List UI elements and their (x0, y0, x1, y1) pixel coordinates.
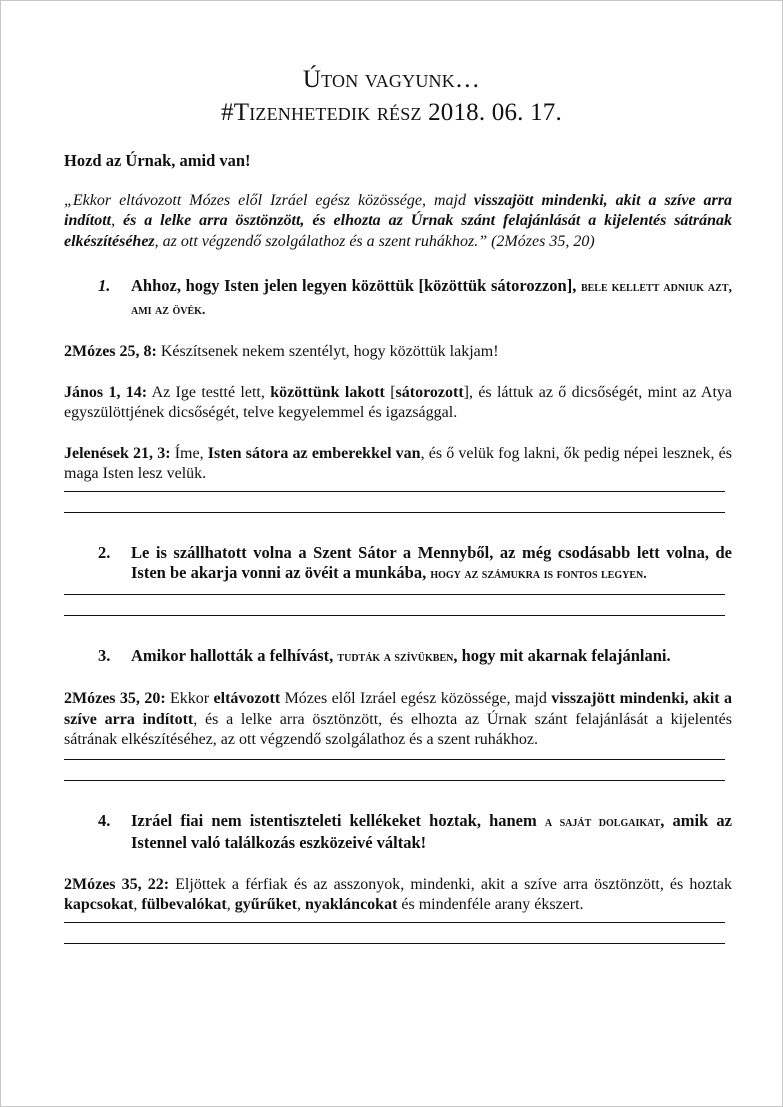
point-smallcaps: hogy az számukra is fontos legyen. (430, 567, 647, 582)
verse-text: , és ő velük fog lakni, ők pedig népei lesznek, és maga Isten lesz velük. (64, 444, 732, 482)
verse-bold: gyűrűket (234, 896, 297, 913)
answer-line (64, 943, 725, 944)
verse-text: [ (384, 383, 396, 401)
verse-2mozes-35-22 (64, 875, 732, 916)
point-number: 1. (98, 276, 111, 295)
verse-janos-1-14 (64, 383, 732, 424)
verse-text: ], és láttuk az ő dicsőségét, mint az Atya egyszülöttjének dicsőségét, telve kegyelemmel és igazsággal. (64, 383, 733, 421)
verse-bold: eltávozott (213, 690, 281, 707)
quote-text: , az ott végzendő szolgálathoz és a szent ruhákhoz.” (2Mózes 35, 20) (154, 232, 595, 250)
answer-line (64, 615, 725, 616)
document-body (64, 151, 732, 974)
point-text: , amik az Istennel való találkozás eszközeivé váltak! (131, 810, 732, 852)
quote-text: , (111, 212, 124, 229)
point-1 (64, 276, 732, 321)
point-3 (64, 646, 732, 669)
point-number: 4. (98, 810, 111, 830)
verse-text: , és a lelke arra ösztönzött, és elhozta az Úrnak szánt felajánlását a kijelentés sátrának elkészítéséhez, az ott végzendő szolgálathoz és a szent ruhákhoz. (64, 710, 732, 748)
verse-2mozes-35-20 (64, 689, 732, 751)
point-number: 3. (98, 645, 111, 665)
answer-lines-1 (64, 491, 732, 513)
verse-reference: 2Mózes 35, 22: (64, 875, 170, 893)
document-title (1, 63, 782, 129)
point-smallcaps: a saját dolgaikat (544, 814, 661, 830)
quote-text: „Ekkor eltávozott Mózes elől Izráel egész közössége, majd (64, 191, 474, 209)
verse-text: Az Ige testté lett, (147, 383, 271, 401)
title-line-2: #Tizenhetedik rész 2018. 06. 17. (221, 99, 562, 126)
verse-reference: Jelenések 21, 3: (64, 444, 171, 462)
verse-2mozes-25-8 (64, 342, 732, 363)
verse-bold: sátorozott (395, 383, 464, 401)
answer-line (64, 922, 725, 923)
verse-bold: fülbevalókat (141, 896, 227, 913)
verse-text: Készítsenek nekem szentélyt, hogy közöttük lakjam! (156, 343, 499, 360)
point-text: Izráel fiai nem istentiszteleti kellékeket hoztak, hanem (131, 810, 545, 830)
quote-bold: és a lelke arra ösztönzött, és elhozta az Úrnak szánt felajánlását a kijelentés sátrának elkészítéséhez (64, 212, 733, 250)
verse-jelenesek-21-3 (64, 444, 732, 485)
verse-text: , (226, 896, 235, 913)
verse-reference: 2Mózes 35, 20: (64, 690, 166, 707)
answer-line (64, 512, 725, 513)
verse-bold: közöttünk lakott (270, 383, 385, 401)
verse-text: , (296, 896, 305, 913)
verse-text: , (133, 896, 142, 913)
answer-line (64, 759, 725, 760)
verse-bold: Isten sátora az emberekkel van (207, 444, 421, 462)
verse-text: Ekkor (165, 690, 214, 707)
verse-reference: János 1, 14: (64, 383, 148, 401)
title-line-1: Úton vagyunk… (302, 66, 481, 93)
verse-bold: nyakláncokat (304, 896, 398, 913)
point-text: , hogy mit akarnak felajánlani. (453, 645, 671, 665)
answer-line (64, 594, 725, 595)
answer-lines-4 (64, 922, 732, 944)
point-smallcaps: bele kellett adniuk azt, ami az övék. (131, 280, 732, 318)
intro-quote (64, 191, 732, 253)
answer-line (64, 491, 725, 492)
verse-text: Íme, (170, 444, 208, 462)
point-text: Le is szállhatott volna a Szent Sátor a Mennyből, az még csodásabb lett volna, de Isten be akarja vonni az övéit a munkába, (131, 542, 732, 582)
verse-reference: 2Mózes 25, 8: (64, 343, 157, 360)
point-number: 2. (98, 542, 111, 562)
point-text: Amikor hallották a felhívást, (131, 645, 338, 665)
verse-bold: visszajött mindenki, akit a szíve arra indított (64, 690, 732, 728)
intro-heading: Hozd az Úrnak, amid van! (64, 151, 251, 170)
point-2 (64, 543, 732, 586)
point-text: Ahhoz, hogy Isten jelen legyen közöttük [közöttük sátorozzon], (131, 276, 581, 295)
quote-bold: visszajött mindenki, akit a szíve arra indított (64, 191, 732, 229)
answer-lines-2 (64, 594, 732, 616)
answer-line (64, 780, 725, 781)
answer-lines-3 (64, 759, 732, 781)
point-smallcaps: tudták a szívükben (337, 649, 454, 665)
verse-bold: kapcsokat (64, 896, 134, 913)
verse-text: Mózes elől Izráel egész közössége, majd (280, 690, 552, 707)
verse-text: Eljöttek a férfiak és az asszonyok, mindenki, akit a szíve arra ösztönzött, és hoztak (169, 875, 733, 893)
verse-text: és mindenféle arany ékszert. (397, 896, 584, 913)
point-4 (64, 811, 732, 854)
